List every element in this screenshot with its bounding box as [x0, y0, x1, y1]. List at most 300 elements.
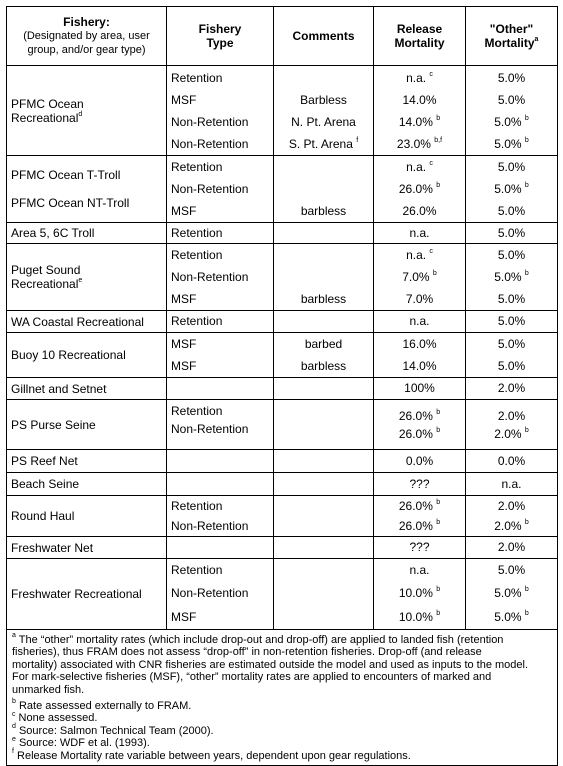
- fishery-type-value: [167, 582, 273, 605]
- release-mortality-text: n.a.: [406, 248, 427, 262]
- other-mortality-text: 5.0%: [497, 314, 526, 328]
- other-mortality-text: 5.0%: [494, 270, 522, 284]
- release-mortality-value: [374, 67, 465, 89]
- other-mortality-text: 5.0%: [494, 586, 522, 600]
- footnote-line: [12, 646, 553, 658]
- fishery-type-value: [167, 559, 273, 582]
- header-release-line2: Mortality: [394, 36, 445, 50]
- footnote-text: For mark-selective fisheries (MSF), “other” mortality rates are applied to encounters of marked and: [12, 671, 492, 684]
- fishery-name-line: [11, 587, 166, 601]
- other-mortality-text: 5.0%: [494, 114, 522, 129]
- fishery-name-text: Buoy 10 Recreational: [11, 348, 126, 362]
- release-mortality-value: [374, 266, 465, 288]
- fishery-type-text: Non-Retention: [171, 270, 249, 284]
- release-mortality-footnote-mark: b: [432, 270, 437, 277]
- release-mortality-value: [374, 582, 465, 605]
- other-mortality-value: [466, 537, 557, 558]
- release-mortality-value: [374, 311, 465, 332]
- comment-text: barbless: [300, 359, 347, 373]
- other-mortality-value: [466, 311, 557, 332]
- fishery-name-line: [11, 315, 166, 329]
- fishery-type-text: Non-Retention: [171, 136, 249, 151]
- other-mortality-text: 2.0%: [497, 499, 526, 513]
- fishery-type-cell: [167, 559, 274, 630]
- release-mortality-value: [374, 333, 465, 355]
- release-mortality-value: [374, 516, 465, 536]
- fishery-name-cell: [7, 244, 167, 311]
- fishery-type-text: Non-Retention: [171, 519, 249, 533]
- footnote-text: Release Mortality rate variable between years, dependent upon gear regulations.: [13, 749, 411, 762]
- release-mortality-value: [374, 378, 465, 399]
- footnote-mark: c: [12, 710, 16, 718]
- fishery-type-value: [167, 516, 273, 536]
- comment-value: [274, 200, 373, 222]
- release-mortality-value: [374, 425, 465, 443]
- release-mortality-value: [374, 223, 465, 243]
- header-comments: [274, 7, 374, 66]
- fishery-name-cell: [7, 378, 167, 400]
- header-other-line1: "Other": [489, 22, 534, 36]
- fishery-type-text: MSF: [171, 92, 197, 107]
- other-mortality-value: [466, 266, 557, 288]
- header-fishery-type-line1: Fishery: [198, 22, 242, 36]
- other-mortality-cell: [466, 537, 558, 559]
- comment-value: [274, 516, 373, 536]
- table-row: [7, 223, 558, 244]
- other-mortality-value: [466, 244, 557, 266]
- footnote-text: Source: WDF et al. (1993).: [15, 737, 150, 750]
- fishery-type-text: Non-Retention: [171, 422, 249, 436]
- release-mortality-text: 26.0%: [398, 408, 433, 423]
- release-mortality-text: 16.0%: [402, 337, 437, 351]
- header-release-mortality: [374, 7, 466, 66]
- other-mortality-text: n.a.: [501, 477, 522, 491]
- fishery-type-value: [167, 311, 273, 332]
- comment-value: [274, 450, 373, 472]
- other-mortality-cell: [466, 450, 558, 473]
- table-row: [7, 400, 558, 450]
- other-mortality-cell: [466, 473, 558, 496]
- release-mortality-footnote-mark: b: [436, 408, 441, 416]
- other-mortality-text: 2.0%: [497, 381, 526, 395]
- fishery-name-cell: [7, 496, 167, 537]
- release-mortality-text: 14.0%: [402, 359, 437, 373]
- release-mortality-value: [374, 473, 465, 495]
- other-mortality-text: 5.0%: [497, 337, 526, 351]
- table-row: [7, 156, 558, 223]
- comment-cell: [274, 496, 374, 537]
- fishery-type-value: [167, 402, 273, 420]
- fishery-footnote-mark: d: [78, 110, 83, 118]
- release-mortality-text: n.a.: [406, 160, 427, 174]
- footnote-text: mortality) associated with CNR fisheries are estimated outside the model and used as inputs to the model.: [12, 658, 529, 671]
- fishery-name-text: Recreational: [11, 110, 79, 125]
- footnote-line: [12, 684, 553, 696]
- other-mortality-text: 2.0%: [497, 408, 526, 423]
- release-mortality-text: 26.0%: [398, 182, 433, 196]
- other-mortality-footnote-mark: b: [524, 136, 529, 144]
- fishery-name-cell: [7, 559, 167, 630]
- table-row: [7, 559, 558, 630]
- other-mortality-value: [466, 223, 557, 243]
- other-mortality-text: 5.0%: [494, 182, 522, 196]
- release-mortality-cell: [374, 559, 466, 630]
- other-mortality-value: [466, 450, 557, 472]
- fishery-type-cell: [167, 333, 274, 378]
- fishery-type-value: [167, 67, 273, 89]
- fishery-type-value: [167, 89, 273, 111]
- other-mortality-text: 5.0%: [497, 359, 526, 373]
- other-mortality-text: 5.0%: [497, 292, 526, 306]
- other-mortality-footnote-mark: b: [524, 270, 529, 277]
- fishery-name-line: [11, 509, 166, 523]
- comment-value: [274, 496, 373, 516]
- release-mortality-text: n.a.: [409, 314, 430, 328]
- other-mortality-text: 5.0%: [497, 226, 526, 240]
- footnote-text: The “other” mortality rates (which include drop-out and drop-off) are applied to landed fish (retention: [15, 634, 504, 646]
- footnote-line: [12, 634, 553, 646]
- footnote-line: [12, 659, 553, 671]
- other-mortality-footnote-mark: b: [524, 426, 529, 434]
- other-mortality-value: [466, 407, 557, 425]
- release-mortality-value: [374, 355, 465, 377]
- table-row: [7, 66, 558, 156]
- other-mortality-value: [466, 559, 557, 582]
- release-mortality-footnote-mark: b: [436, 114, 441, 122]
- fishery-name-cell: [7, 400, 167, 450]
- comment-value: [274, 111, 373, 133]
- fishery-name-text: Gillnet and Setnet: [11, 381, 107, 396]
- release-mortality-text: n.a.: [406, 70, 427, 85]
- other-mortality-footnote-mark: b: [524, 610, 529, 617]
- footnote-text: Source: Salmon Technical Team (2000).: [15, 724, 214, 737]
- other-mortality-value: [466, 288, 557, 310]
- table-row: [7, 496, 558, 537]
- release-mortality-text: 7.0%: [402, 270, 430, 284]
- fishery-name-text: PS Reef Net: [11, 454, 78, 468]
- fishery-name-cell: [7, 450, 167, 473]
- footnotes-section: [6, 630, 558, 766]
- fishery-name-line: [11, 168, 166, 182]
- release-mortality-value: [374, 156, 465, 178]
- fishery-name-line: [11, 97, 166, 111]
- fishery-type-cell: [167, 537, 274, 559]
- fishery-type-text: Non-Retention: [171, 114, 249, 129]
- comment-value: [274, 559, 373, 582]
- other-mortality-text: 2.0%: [494, 426, 522, 441]
- fishery-name-cell: [7, 223, 167, 244]
- other-mortality-footnote-mark: b: [524, 586, 529, 593]
- table-header-row: [7, 7, 558, 66]
- release-mortality-cell: [374, 473, 466, 496]
- release-mortality-value: [374, 133, 465, 155]
- mortality-table-container: [6, 6, 557, 766]
- release-mortality-cell: [374, 378, 466, 400]
- comment-text: S. Pt. Arena: [288, 136, 353, 151]
- other-mortality-value: [466, 333, 557, 355]
- footnote-line: [12, 700, 553, 712]
- comment-value: [274, 355, 373, 377]
- fishery-type-value: [167, 111, 273, 133]
- other-mortality-value: [466, 473, 557, 495]
- comment-value: [274, 156, 373, 178]
- fishery-name-text: PFMC Ocean: [11, 96, 84, 111]
- fishery-type-text: Retention: [171, 226, 223, 240]
- comment-cell: [274, 156, 374, 223]
- fishery-name-text: Round Haul: [11, 509, 75, 523]
- fishery-type-value: [167, 133, 273, 155]
- fishery-name-line: [11, 263, 166, 277]
- fishery-type-cell: [167, 473, 274, 496]
- release-mortality-value: [374, 200, 465, 222]
- release-mortality-value: [374, 178, 465, 200]
- release-mortality-footnote-mark: b: [436, 519, 441, 526]
- release-mortality-value: [374, 496, 465, 516]
- other-mortality-footnote-mark: b: [524, 182, 529, 189]
- comment-value: [274, 333, 373, 355]
- other-mortality-value: [466, 378, 557, 399]
- release-mortality-value: [374, 605, 465, 629]
- fishery-type-cell: [167, 378, 274, 400]
- fishery-name-line: [11, 454, 166, 468]
- footnote-line: [12, 737, 553, 749]
- release-mortality-cell: [374, 400, 466, 450]
- fishery-name-cell: [7, 66, 167, 156]
- release-mortality-text: 26.0%: [402, 204, 437, 218]
- comment-value: [274, 378, 373, 399]
- fishery-name-cell: [7, 311, 167, 333]
- other-mortality-text: 2.0%: [497, 540, 526, 554]
- fishery-type-text: Retention: [171, 70, 223, 85]
- fishery-type-value: [167, 200, 273, 222]
- release-mortality-footnote-mark: b: [436, 182, 441, 189]
- release-mortality-cell: [374, 156, 466, 223]
- release-mortality-footnote-mark: c: [429, 160, 433, 167]
- release-mortality-text: ???: [409, 540, 430, 554]
- release-mortality-text: 7.0%: [405, 292, 434, 306]
- other-mortality-value: [466, 67, 557, 89]
- fishery-type-value: [167, 223, 273, 243]
- release-mortality-text: 10.0%: [398, 610, 433, 624]
- other-mortality-text: 5.0%: [497, 204, 526, 218]
- comment-value: [274, 416, 373, 434]
- release-mortality-footnote-mark: b,f: [434, 136, 443, 144]
- footnote-text: None assessed.: [15, 712, 98, 725]
- fishery-name-line: [11, 382, 166, 396]
- other-mortality-footnote-mark: b: [524, 114, 529, 122]
- fishery-type-value: [167, 450, 273, 472]
- footnote-line: [12, 712, 553, 724]
- fishery-name-text: Puget Sound: [11, 263, 81, 277]
- comment-value: [274, 311, 373, 332]
- other-mortality-text: 5.0%: [494, 610, 522, 624]
- release-mortality-cell: [374, 66, 466, 156]
- fishery-name-line: [11, 348, 166, 362]
- release-mortality-cell: [374, 450, 466, 473]
- release-mortality-text: 26.0%: [398, 519, 433, 533]
- footnote-mark: e: [12, 735, 16, 743]
- comment-text: Barbless: [300, 92, 347, 107]
- release-mortality-text: ???: [409, 477, 430, 491]
- other-mortality-text: 5.0%: [497, 160, 526, 174]
- fishery-name-line: [11, 541, 166, 555]
- release-mortality-value: [374, 450, 465, 472]
- release-mortality-cell: [374, 244, 466, 311]
- comment-cell: [274, 244, 374, 311]
- comment-cell: [274, 473, 374, 496]
- other-mortality-cell: [466, 66, 558, 156]
- release-mortality-cell: [374, 333, 466, 378]
- release-mortality-text: 100%: [404, 381, 435, 395]
- fishery-name-text: Freshwater Recreational: [11, 587, 142, 601]
- footnote-mark: f: [12, 748, 14, 755]
- other-mortality-cell: [466, 223, 558, 244]
- comment-text: barbless: [300, 292, 347, 306]
- release-mortality-value: [374, 89, 465, 111]
- comment-value: [274, 605, 373, 629]
- other-mortality-text: 5.0%: [497, 70, 526, 85]
- fishery-type-text: Retention: [171, 314, 223, 328]
- footnote-line: [12, 750, 553, 762]
- fishery-name-line: [11, 111, 166, 125]
- fishery-footnote-mark: e: [78, 277, 83, 284]
- release-mortality-text: 14.0%: [402, 92, 437, 107]
- footnote-text: unmarked fish.: [12, 683, 85, 696]
- comment-value: [274, 67, 373, 89]
- other-mortality-cell: [466, 156, 558, 223]
- other-mortality-text: 5.0%: [497, 92, 526, 107]
- fishery-name-cell: [7, 473, 167, 496]
- other-mortality-cell: [466, 559, 558, 630]
- release-mortality-text: 26.0%: [398, 499, 433, 513]
- release-mortality-cell: [374, 496, 466, 537]
- table-row: [7, 311, 558, 333]
- fishery-type-text: MSF: [171, 359, 197, 373]
- fishery-type-cell: [167, 311, 274, 333]
- comment-value: [274, 89, 373, 111]
- fishery-type-text: Retention: [171, 404, 223, 418]
- other-mortality-text: 5.0%: [497, 563, 526, 577]
- other-mortality-value: [466, 425, 557, 443]
- release-mortality-text: 23.0%: [396, 136, 431, 151]
- footnote-mark: b: [12, 698, 16, 706]
- fishery-type-text: Retention: [171, 563, 223, 577]
- fishery-name-line: [11, 418, 166, 432]
- comment-cell: [274, 333, 374, 378]
- fishery-type-value: [167, 420, 273, 438]
- fishery-type-value: [167, 378, 273, 399]
- comment-value: [274, 223, 373, 243]
- header-fishery-subtitle: (Designated by area, user group, and/or gear type): [23, 30, 150, 56]
- fishery-name-text: WA Coastal Recreational: [11, 314, 144, 329]
- table-row: [7, 537, 558, 559]
- release-mortality-text: n.a.: [409, 226, 430, 240]
- fishery-name-cell: [7, 156, 167, 223]
- fishery-name-text: Beach Seine: [11, 477, 80, 491]
- fishery-type-text: Retention: [171, 499, 223, 513]
- fishery-name-line: [11, 182, 166, 196]
- comment-cell: [274, 537, 374, 559]
- footnote-text: Rate assessed externally to FRAM.: [15, 700, 192, 713]
- other-mortality-value: [466, 355, 557, 377]
- fishery-type-value: [167, 244, 273, 266]
- fishery-type-cell: [167, 244, 274, 311]
- fishery-type-text: MSF: [171, 610, 197, 624]
- fishery-name-cell: [7, 537, 167, 559]
- other-mortality-value: [466, 89, 557, 111]
- other-mortality-value: [466, 516, 557, 536]
- fishery-type-cell: [167, 156, 274, 223]
- fishery-type-cell: [167, 223, 274, 244]
- fishery-name-line: [11, 477, 166, 491]
- fishery-type-cell: [167, 496, 274, 537]
- fishery-name-text: PS Purse Seine: [11, 417, 96, 432]
- fishery-name-text: PFMC Ocean T-Troll: [11, 168, 121, 182]
- footnote-line: [12, 671, 553, 683]
- other-mortality-text: 5.0%: [497, 248, 526, 262]
- comment-text: barbless: [300, 204, 347, 218]
- comment-cell: [274, 223, 374, 244]
- comment-value: [274, 473, 373, 495]
- other-mortality-cell: [466, 378, 558, 400]
- comment-cell: [274, 311, 374, 333]
- fishery-type-value: [167, 605, 273, 629]
- fishery-type-text: Retention: [171, 248, 223, 262]
- other-mortality-value: [466, 496, 557, 516]
- footnote-text: fisheries), thus FRAM does not assess “drop-off” in non-retention fisheries. Drop-off (and release: [12, 646, 482, 659]
- release-mortality-value: [374, 288, 465, 310]
- other-mortality-cell: [466, 333, 558, 378]
- fishery-type-value: [167, 473, 273, 495]
- fishery-type-value: [167, 266, 273, 288]
- table-row: [7, 333, 558, 378]
- comment-cell: [274, 66, 374, 156]
- other-mortality-text: 0.0%: [497, 454, 526, 468]
- fishery-type-cell: [167, 450, 274, 473]
- fishery-type-value: [167, 288, 273, 310]
- comment-cell: [274, 559, 374, 630]
- other-mortality-value: [466, 605, 557, 629]
- fishery-name-text: PFMC Ocean NT-Troll: [11, 196, 130, 210]
- release-mortality-value: [374, 559, 465, 582]
- other-mortality-cell: [466, 400, 558, 450]
- comment-footnote-mark: f: [356, 136, 359, 144]
- header-other-mortality: [466, 7, 558, 66]
- other-mortality-value: [466, 200, 557, 222]
- release-mortality-value: [374, 407, 465, 425]
- table-row: [7, 378, 558, 400]
- fishery-type-value: [167, 178, 273, 200]
- other-mortality-cell: [466, 244, 558, 311]
- fishery-type-text: Non-Retention: [171, 586, 249, 600]
- fishery-name-line: [11, 226, 166, 240]
- fishery-type-cell: [167, 66, 274, 156]
- release-mortality-text: 10.0%: [398, 586, 433, 600]
- other-mortality-text: 5.0%: [494, 136, 522, 151]
- comment-text: N. Pt. Arena: [291, 114, 356, 129]
- release-mortality-text: 26.0%: [398, 426, 433, 441]
- footnote-mark: d: [12, 723, 16, 731]
- comment-cell: [274, 400, 374, 450]
- other-mortality-value: [466, 582, 557, 605]
- fishery-name-text: Area 5, 6C Troll: [11, 226, 95, 240]
- comment-value: [274, 288, 373, 310]
- release-mortality-cell: [374, 311, 466, 333]
- release-mortality-footnote-mark: b: [436, 499, 441, 506]
- table-row: [7, 244, 558, 311]
- other-mortality-value: [466, 133, 557, 155]
- comment-value: [274, 582, 373, 605]
